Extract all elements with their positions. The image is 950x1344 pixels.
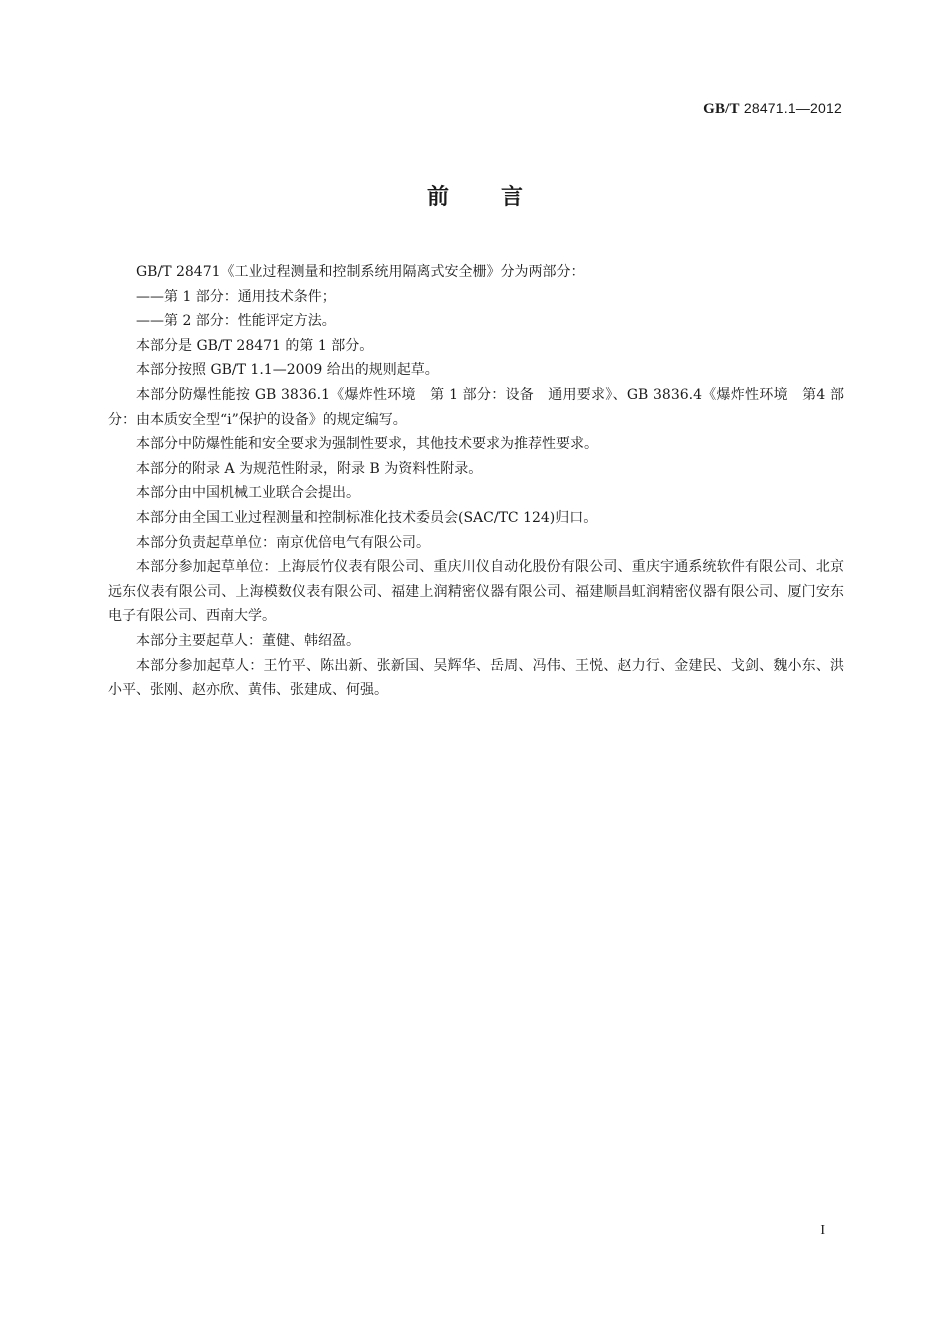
paragraph: ——第 1 部分：通用技术条件；	[136, 288, 336, 305]
paragraph: 本部分负责起草单位：南京优倍电气有限公司。	[136, 534, 430, 551]
page-title: 前言	[426, 185, 575, 210]
paragraph: 本部分是 GB/T 28471 的第 1 部分。	[136, 337, 374, 354]
paragraph: GB/T 28471《工业过程测量和控制系统用隔离式安全栅》分为两部分：	[136, 264, 585, 280]
paragraph: 本部分参加起草人：王竹平、陈出新、张新国、吴辉华、岳周、冯伟、王悦、赵力行、金建民、戈剑、魏小东、洪小平、张刚、赵亦欣、黄伟、张建成、何强。	[108, 657, 844, 699]
paragraph: 本部分的附录 A 为规范性附录，附录 B 为资料性附录。	[136, 460, 483, 477]
paragraph: 本部分防爆性能按 GB 3836.1《爆炸性环境 第 1 部分：设备 通用要求》、GB 3836.4《爆炸性环境 第4 部分：由本质安全型“i”保护的设备》的规定编写。	[108, 386, 844, 428]
paragraph: 本部分由中国机械工业联合会提出。	[136, 485, 360, 502]
paragraph: 本部分由全国工业过程测量和控制标准化技术委员会(SAC/TC 124)归口。	[136, 509, 598, 526]
paragraph: 本部分中防爆性能和安全要求为强制性要求，其他技术要求为推荐性要求。	[136, 436, 598, 453]
standard-number	[703, 100, 842, 118]
page-number: I	[820, 1223, 825, 1238]
paragraph: ——第 2 部分：性能评定方法。	[136, 313, 336, 330]
paragraph: 本部分主要起草人：董健、韩绍盈。	[136, 632, 360, 649]
foreword-body	[108, 260, 844, 703]
standard-prefix: GB/T	[703, 101, 740, 117]
standard-code: 28471.1—2012	[743, 100, 842, 116]
paragraph: 本部分按照 GB/T 1.1—2009 给出的规则起草。	[136, 362, 439, 379]
paragraph: 本部分参加起草单位：上海辰竹仪表有限公司、重庆川仪自动化股份有限公司、重庆宇通系统软件有限公司、北京远东仪表有限公司、上海模数仪表有限公司、福建上润精密仪器有限公司、福建顺昌虹润精密仪器有限公司、厦门安东电子有限公司、西南大学。	[108, 559, 844, 625]
